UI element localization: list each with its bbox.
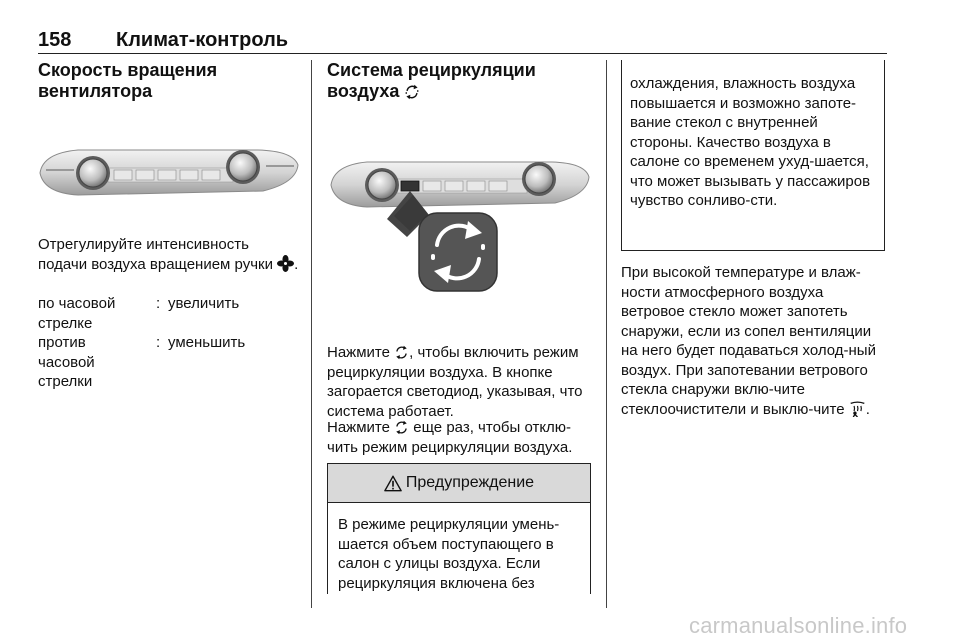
recirculation-on-instruction: Нажмите , чтобы включить режим рециркуляции воздуха. В кнопке загорается светодиод, указывая, что система работает. (327, 344, 583, 420)
column-divider-2 (606, 60, 607, 608)
page-header (38, 29, 886, 51)
column-fan-speed (38, 60, 300, 390)
warning-title: Предупреждение (405, 474, 535, 491)
warning-text: В режиме рециркуляции умень-шается объем поступающего в салон с улицы воздуха. Если рециркуляция включена без (338, 516, 560, 592)
list-item: против часовой стрелки : уменьшить (38, 334, 246, 390)
fan-speed-instruction: Отрегулируйте интенсивность подачи воздуха вращением ручки . (38, 236, 299, 273)
climate-panel-fan-knob-image (38, 143, 300, 203)
header-rule (38, 53, 887, 54)
chapter-title: Климат-контроль (116, 29, 289, 51)
fogging-instruction: При высокой температуре и влаж-ности атмосферного воздуха ветровое стекло может запотеть снаружи, если из сопел вентиляции на него будет подаваться холод-ный воздух. При запотевании ветрового стекла снаружи вклю-чите стеклоочистители и выклю-чите . (621, 264, 876, 418)
recirculation-icon (404, 84, 420, 100)
recirculation-icon (394, 345, 409, 360)
warning-text-continued: охлаждения, влажность воздуха повышается и возможно запоте-вание стекол с внутренней стороны. Качество воздуха в салоне со временем ухуд-шается, что может вызывать у пассажиров чувство сонливо-сти. (630, 75, 871, 209)
warning-header (328, 464, 590, 503)
recirculation-off-instruction: Нажмите еще раз, чтобы отклю-чить режим рециркуляции воздуха. (327, 419, 573, 456)
fan-icon (277, 255, 294, 272)
section-title-fan-speed: Скорость вращения вентилятора (38, 60, 218, 101)
warning-triangle-icon (384, 475, 402, 492)
section-title-recirculation: Система рециркуляции воздуха (327, 60, 536, 101)
warning-box (327, 463, 591, 594)
air-distribution-windscreen-icon (849, 400, 866, 417)
list-item: по часовой стрелке : увеличить (38, 295, 240, 332)
fan-direction-list (38, 294, 300, 393)
recirculation-icon (394, 420, 409, 435)
column-divider-1 (311, 60, 312, 608)
column-recirculation (327, 60, 591, 456)
page-number: 158 (38, 29, 72, 51)
watermark: carmanualsonline.info (689, 613, 908, 638)
warning-box-continued (621, 60, 885, 251)
